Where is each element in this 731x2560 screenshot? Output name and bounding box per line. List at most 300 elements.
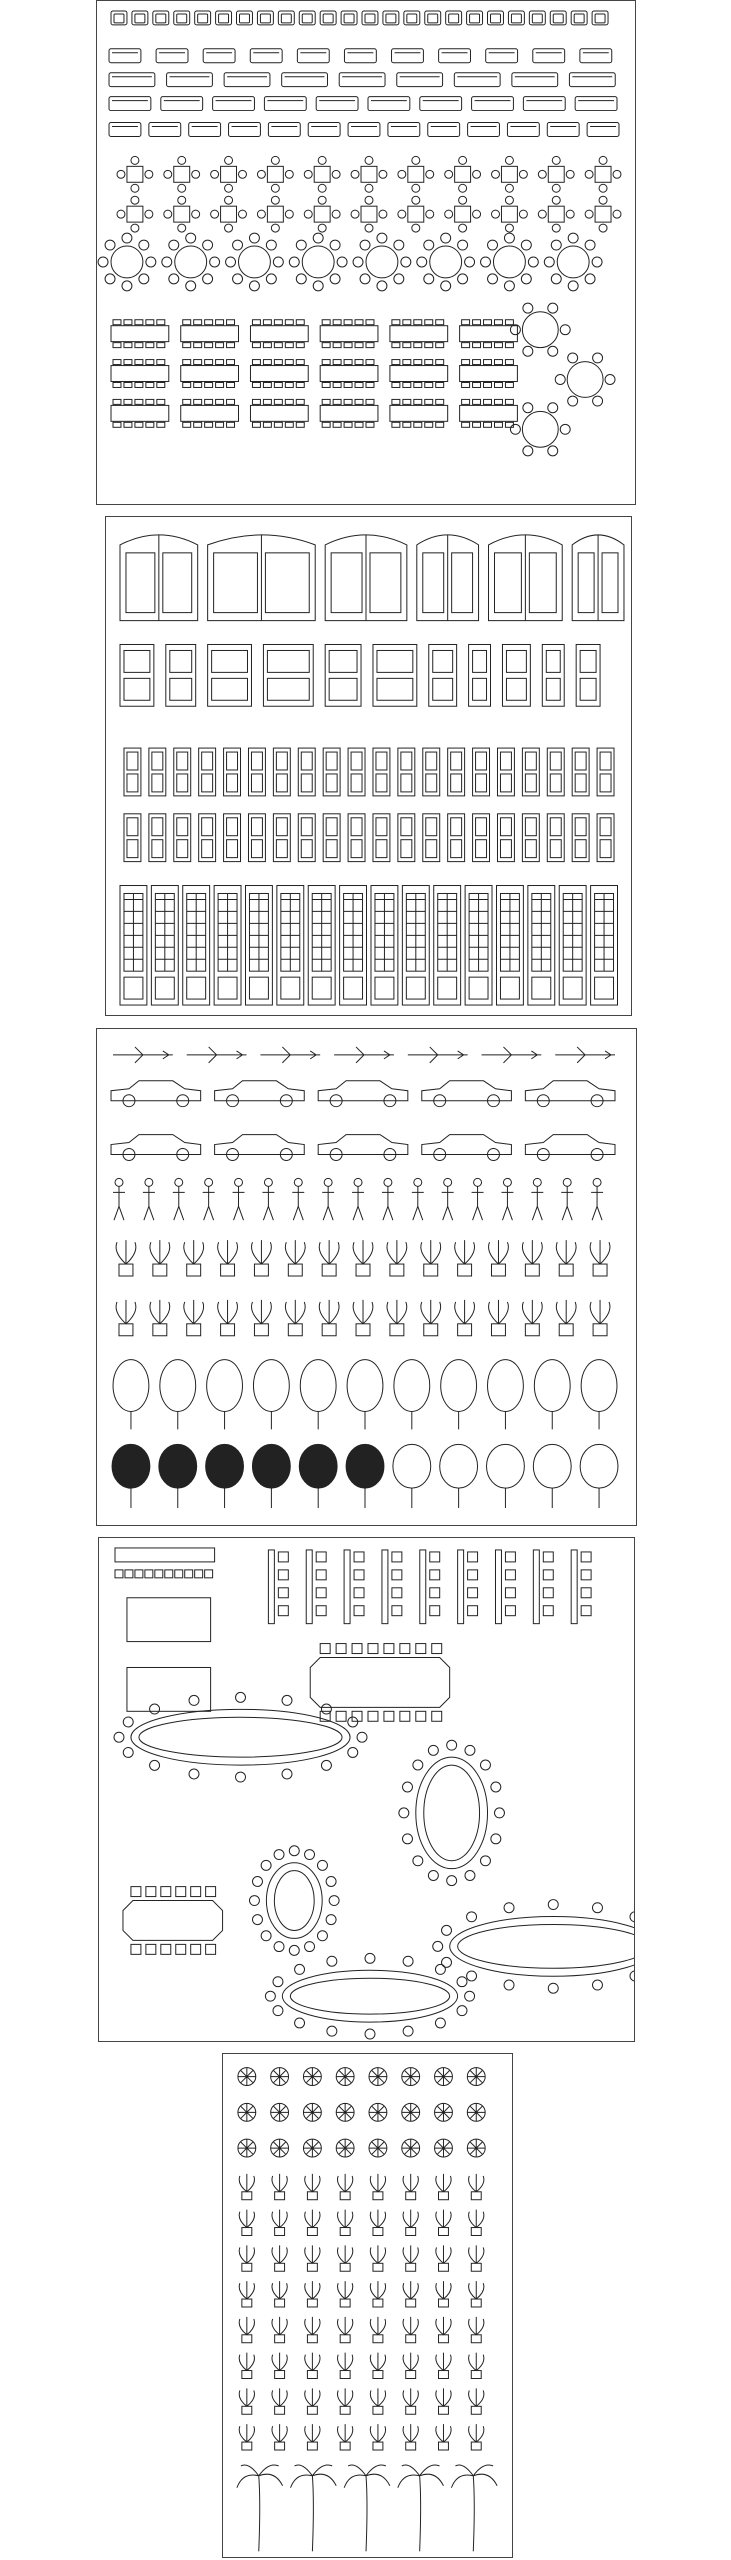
armchair-block	[216, 11, 232, 25]
chair-block	[155, 1570, 163, 1578]
narrow-door-block	[547, 814, 564, 862]
chair-block	[581, 1606, 591, 1616]
tree-block	[393, 1444, 431, 1508]
tree-block	[113, 1360, 149, 1430]
person-block	[173, 1178, 185, 1220]
plant-symbol-block	[305, 2424, 320, 2450]
plant-symbol-block	[469, 2210, 484, 2236]
desk-block	[344, 1550, 350, 1624]
plant-symbol-block	[402, 2103, 420, 2121]
narrow-door-block	[373, 814, 390, 862]
narrow-door-block	[522, 814, 539, 862]
classroom-seating	[115, 1548, 591, 1711]
dining-set-block	[164, 196, 200, 232]
plant-symbol-block	[272, 2210, 287, 2236]
plant-symbol-block	[370, 2388, 385, 2414]
plant-symbol-block	[338, 2424, 353, 2450]
chair-block	[316, 1606, 326, 1616]
person-block	[442, 1178, 454, 1220]
narrow-door-block	[448, 814, 465, 862]
chair-block	[581, 1570, 591, 1580]
narrow-door-block	[323, 748, 340, 796]
potted-plant-block	[387, 1240, 407, 1276]
plant-symbol-block	[272, 2281, 287, 2307]
plant-symbol-block	[467, 2103, 485, 2121]
plant-symbol-block	[403, 2245, 418, 2271]
plant-symbol-block	[436, 2424, 451, 2450]
plant-symbol-block	[469, 2281, 484, 2307]
dining-set-block	[257, 196, 293, 232]
potted-plant-block	[522, 1300, 542, 1336]
plant-symbol-block	[370, 2245, 385, 2271]
round-table-block	[544, 233, 602, 291]
dining-set-block	[164, 156, 200, 192]
sofa-block	[420, 97, 462, 111]
plant-symbol-block	[338, 2210, 353, 2236]
potted-plant-block	[184, 1240, 204, 1276]
plant-symbol-block	[435, 2139, 453, 2157]
panel-door-block	[120, 644, 154, 706]
plant-symbol-block	[436, 2174, 451, 2200]
narrow-door-block	[597, 814, 614, 862]
plant-symbol-block	[338, 2281, 353, 2307]
oval-table-block	[433, 1900, 634, 1994]
sofa-block	[109, 49, 141, 63]
chair-block	[430, 1552, 440, 1562]
sofa-block	[512, 73, 558, 87]
chair-block	[278, 1552, 288, 1562]
palm-tree-block	[398, 2465, 444, 2551]
round-table-block	[481, 233, 539, 291]
tree-block	[441, 1360, 477, 1430]
plant-symbol-block	[403, 2317, 418, 2343]
potted-plant-block	[421, 1300, 441, 1336]
chair-block	[430, 1588, 440, 1598]
furniture-plan-drawing	[97, 1, 635, 504]
dining-set-block	[398, 156, 434, 192]
armchair-block	[257, 11, 273, 25]
round-table-block	[555, 353, 615, 406]
chair-block	[392, 1552, 402, 1562]
plant-symbol-block	[305, 2317, 320, 2343]
plant-symbol-block	[403, 2281, 418, 2307]
round-tables	[98, 233, 602, 291]
tree-block	[112, 1444, 150, 1508]
sofa-block	[388, 123, 420, 137]
sofa-block	[533, 49, 565, 63]
plant-symbol-block	[239, 2210, 254, 2236]
plant-symbol-block	[436, 2388, 451, 2414]
plants-sheet	[222, 2053, 513, 2558]
armchair-block	[550, 11, 566, 25]
lattice-screen-block	[371, 886, 398, 1006]
sofa-block	[468, 123, 500, 137]
lattice-screen-block	[528, 886, 555, 1006]
tree-block	[300, 1360, 336, 1430]
plant-symbol-block	[370, 2353, 385, 2379]
tree-block	[533, 1444, 571, 1508]
rectangular-table-block	[123, 1887, 223, 1955]
aircraft-block	[260, 1047, 320, 1063]
desk-block	[306, 1550, 312, 1624]
potted-plant-block	[319, 1240, 339, 1276]
oval-tables	[114, 1692, 634, 2039]
narrow-door-block	[174, 748, 191, 796]
armchair-block	[467, 11, 483, 25]
narrow-door-block	[572, 814, 589, 862]
potted-plant-block	[285, 1300, 305, 1336]
chair-block	[135, 1570, 143, 1578]
chair-block	[278, 1606, 288, 1616]
sofa-block	[308, 123, 340, 137]
narrow-door-block	[348, 814, 365, 862]
plant-symbol-block	[238, 2139, 256, 2157]
round-table-block	[289, 233, 347, 291]
tree-block	[580, 1444, 618, 1508]
long-table-block	[250, 320, 308, 348]
car-block	[422, 1081, 512, 1107]
long-tables	[111, 303, 615, 456]
panel-door-block	[166, 644, 196, 706]
potted-plant-block	[590, 1240, 610, 1276]
sofa-block	[486, 49, 518, 63]
plant-symbol-block	[238, 2103, 256, 2121]
dining-sets	[117, 156, 621, 232]
potted-plant-block	[489, 1300, 509, 1336]
plant-symbol-block	[239, 2245, 254, 2271]
tree-block	[440, 1444, 478, 1508]
potted-plant-block	[590, 1300, 610, 1336]
dining-set-block	[304, 196, 340, 232]
lattice-screen-block	[465, 886, 492, 1006]
narrow-door-block	[522, 748, 539, 796]
long-table-block	[111, 399, 169, 427]
car-block	[215, 1081, 305, 1107]
sofa-block	[547, 123, 579, 137]
aircraft-row	[113, 1047, 615, 1063]
aircraft-block	[113, 1047, 173, 1063]
chair-block	[278, 1588, 288, 1598]
sofa-block	[454, 73, 500, 87]
sofa-block	[109, 73, 155, 87]
oval-table-block	[249, 1846, 339, 1956]
chair-block	[543, 1588, 553, 1598]
plant-symbol-block	[305, 2353, 320, 2379]
person-block	[472, 1178, 484, 1220]
dining-set-block	[585, 156, 621, 192]
armchair-block	[174, 11, 190, 25]
plant-symbol-block	[403, 2353, 418, 2379]
potted-plant-block	[184, 1300, 204, 1336]
plant-symbol-block	[336, 2139, 354, 2157]
plant-symbol-block	[435, 2103, 453, 2121]
long-table-block	[181, 320, 239, 348]
narrow-door-block	[448, 748, 465, 796]
plant-symbol-block	[239, 2174, 254, 2200]
arched-window-block	[417, 535, 479, 621]
armchair-block	[404, 11, 420, 25]
long-table-block	[111, 320, 169, 348]
potted-plant-block	[150, 1300, 170, 1336]
chair-block	[205, 1570, 213, 1578]
potted-plant-block	[353, 1300, 373, 1336]
sofa-block	[344, 49, 376, 63]
armchair-block	[299, 11, 315, 25]
sofa-block	[439, 49, 471, 63]
panel-door-block	[542, 644, 564, 706]
person-block	[501, 1178, 513, 1220]
aircraft-block	[187, 1047, 247, 1063]
narrow-door-block	[224, 814, 241, 862]
chair-block	[505, 1588, 515, 1598]
plant-symbol-block	[303, 2068, 321, 2086]
long-table-block	[460, 399, 518, 427]
armchair-block	[153, 11, 169, 25]
sofa-block	[282, 73, 328, 87]
chair-block	[145, 1570, 153, 1578]
dining-set-block	[351, 156, 387, 192]
aircraft-block	[408, 1047, 468, 1063]
lattice-screens	[120, 886, 618, 1006]
dining-set-block	[492, 196, 528, 232]
oval-table-block	[399, 1740, 505, 1885]
tree-block	[206, 1444, 244, 1508]
potted-plant-block	[455, 1300, 475, 1336]
narrow-door-block	[398, 814, 415, 862]
long-table-block	[320, 399, 378, 427]
plant-symbol-block	[338, 2388, 353, 2414]
narrow-door-block	[174, 814, 191, 862]
sofa-block	[224, 73, 270, 87]
plant-symbol-block	[303, 2139, 321, 2157]
tree-block	[252, 1444, 290, 1508]
tree-block	[207, 1360, 243, 1430]
desk-block	[382, 1550, 388, 1624]
narrow-door-block	[497, 748, 514, 796]
tree-rows	[112, 1360, 618, 1508]
long-table-block	[460, 320, 518, 348]
tree-block	[581, 1360, 617, 1430]
palm-tree-block	[291, 2465, 337, 2551]
sofa-block	[149, 123, 181, 137]
sofa-block	[156, 49, 188, 63]
potted-plant-block	[319, 1300, 339, 1336]
narrow-door-block	[124, 748, 141, 796]
desk-block	[533, 1550, 539, 1624]
dining-set-block	[304, 156, 340, 192]
narrow-door-block	[298, 814, 315, 862]
lattice-screen-block	[308, 886, 335, 1006]
plant-symbol-block	[272, 2317, 287, 2343]
narrow-door-block	[248, 748, 265, 796]
plant-symbol-block	[305, 2281, 320, 2307]
chair-block	[505, 1570, 515, 1580]
plant-symbol-block	[305, 2210, 320, 2236]
long-table-block	[250, 360, 308, 388]
person-block	[143, 1178, 155, 1220]
plant-symbol-block	[271, 2139, 289, 2157]
armchair-block	[529, 11, 545, 25]
plant-symbol-block	[403, 2174, 418, 2200]
person-block	[322, 1178, 334, 1220]
sofa-block	[268, 123, 300, 137]
plant-symbol-block	[403, 2424, 418, 2450]
arched-window-block	[120, 535, 198, 621]
sofa-block	[189, 123, 221, 137]
chair-block	[115, 1570, 123, 1578]
car-block	[318, 1135, 408, 1161]
person-block	[591, 1178, 603, 1220]
palm-tree-block	[237, 2465, 283, 2551]
potted-plant-block	[285, 1240, 305, 1276]
potted-plant-block	[387, 1300, 407, 1336]
chair-block	[125, 1570, 133, 1578]
armchair-block	[341, 11, 357, 25]
sofa-block	[472, 97, 514, 111]
lattice-screen-block	[496, 886, 523, 1006]
narrow-door-block	[597, 748, 614, 796]
person-block	[561, 1178, 573, 1220]
chair-block	[354, 1570, 364, 1580]
sofa-block	[368, 97, 410, 111]
chair-block	[543, 1552, 553, 1562]
panel-door-block	[263, 644, 313, 706]
plant-symbol-block	[436, 2210, 451, 2236]
plant-symbol-block	[469, 2353, 484, 2379]
sofa-block	[569, 73, 615, 87]
plant-symbol-block	[272, 2353, 287, 2379]
plant-symbol-block	[272, 2424, 287, 2450]
tree-block	[488, 1360, 524, 1430]
plant-symbol-block	[469, 2317, 484, 2343]
plant-symbol-block	[370, 2281, 385, 2307]
long-table-block	[320, 320, 378, 348]
lattice-screen-block	[340, 886, 367, 1006]
chair-block	[392, 1570, 402, 1580]
plant-symbol-block	[336, 2068, 354, 2086]
chair-block	[581, 1552, 591, 1562]
tree-block	[253, 1360, 289, 1430]
plants-drawing	[223, 2054, 512, 2557]
plant-symbol-block	[467, 2139, 485, 2157]
potted-plant-block	[252, 1300, 272, 1336]
chair-block	[468, 1588, 478, 1598]
sofa-block	[339, 73, 385, 87]
armchair-block	[278, 11, 294, 25]
tree-block	[394, 1360, 430, 1430]
palm-tree-block	[451, 2465, 497, 2551]
car-rows	[111, 1081, 615, 1161]
tree-block	[487, 1444, 525, 1508]
plant-symbol-block	[436, 2317, 451, 2343]
sofa-block	[161, 97, 203, 111]
lattice-screen-block	[402, 886, 429, 1006]
potted-plant-rows	[116, 1240, 610, 1336]
chair-block	[354, 1606, 364, 1616]
plant-symbol-block	[403, 2210, 418, 2236]
plant-symbol-block	[469, 2388, 484, 2414]
potted-plant-block	[556, 1240, 576, 1276]
lectern-block	[115, 1548, 215, 1562]
sofa-block	[213, 97, 255, 111]
plant-symbol-block	[305, 2388, 320, 2414]
armchair-block	[383, 11, 399, 25]
chair-block	[316, 1552, 326, 1562]
dining-set-block	[257, 156, 293, 192]
lattice-screen-block	[277, 886, 304, 1006]
sofa-block	[250, 49, 282, 63]
doors-windows-drawing	[106, 517, 631, 1015]
conference-table-block	[127, 1667, 211, 1711]
dining-set-block	[538, 196, 574, 232]
long-table-block	[181, 399, 239, 427]
person-block	[382, 1178, 394, 1220]
sofa-block	[523, 97, 565, 111]
narrow-door-block	[473, 814, 490, 862]
lattice-screen-block	[151, 886, 178, 1006]
plant-symbol-block	[271, 2068, 289, 2086]
plant-symbol-block	[469, 2174, 484, 2200]
panel-door-block	[373, 644, 417, 706]
plant-symbol-block	[239, 2281, 254, 2307]
chair-block	[392, 1588, 402, 1598]
chair-block	[505, 1606, 515, 1616]
sofa-block	[167, 73, 213, 87]
entourage-sheet	[96, 1028, 637, 1526]
potted-plant-block	[489, 1240, 509, 1276]
narrow-doors	[124, 748, 614, 862]
car-block	[422, 1135, 512, 1161]
car-block	[111, 1135, 201, 1161]
plant-symbol-block	[467, 2068, 485, 2086]
furniture-plan-sheet	[96, 0, 636, 505]
sofa-block	[587, 123, 619, 137]
plant-symbol-block	[239, 2317, 254, 2343]
person-block	[262, 1178, 274, 1220]
person-block	[412, 1178, 424, 1220]
dining-set-block	[117, 156, 153, 192]
plant-symbol-block	[369, 2139, 387, 2157]
sofa-block	[316, 97, 358, 111]
armchair-block	[425, 11, 441, 25]
plant-symbol-block	[435, 2068, 453, 2086]
potted-plant-block	[150, 1240, 170, 1276]
lattice-screen-block	[183, 886, 210, 1006]
armchair-block	[592, 11, 608, 25]
chair-block	[392, 1606, 402, 1616]
round-table-block	[417, 233, 475, 291]
plant-symbol-block	[303, 2103, 321, 2121]
narrow-door-block	[497, 814, 514, 862]
arched-window-block	[325, 535, 407, 621]
person-block	[203, 1178, 215, 1220]
plant-symbol-block	[338, 2245, 353, 2271]
armchair-block	[132, 11, 148, 25]
plant-symbol-block	[336, 2103, 354, 2121]
chair-block	[430, 1570, 440, 1580]
chair-block	[185, 1570, 193, 1578]
armchair-block	[237, 11, 253, 25]
plant-symbol-block	[369, 2103, 387, 2121]
car-block	[525, 1081, 615, 1107]
narrow-door-block	[373, 748, 390, 796]
dining-set-block	[117, 196, 153, 232]
round-table-block	[510, 303, 570, 356]
car-block	[318, 1081, 408, 1107]
potted-plant-block	[116, 1240, 136, 1276]
long-table-block	[390, 360, 448, 388]
plant-symbol-block	[338, 2353, 353, 2379]
